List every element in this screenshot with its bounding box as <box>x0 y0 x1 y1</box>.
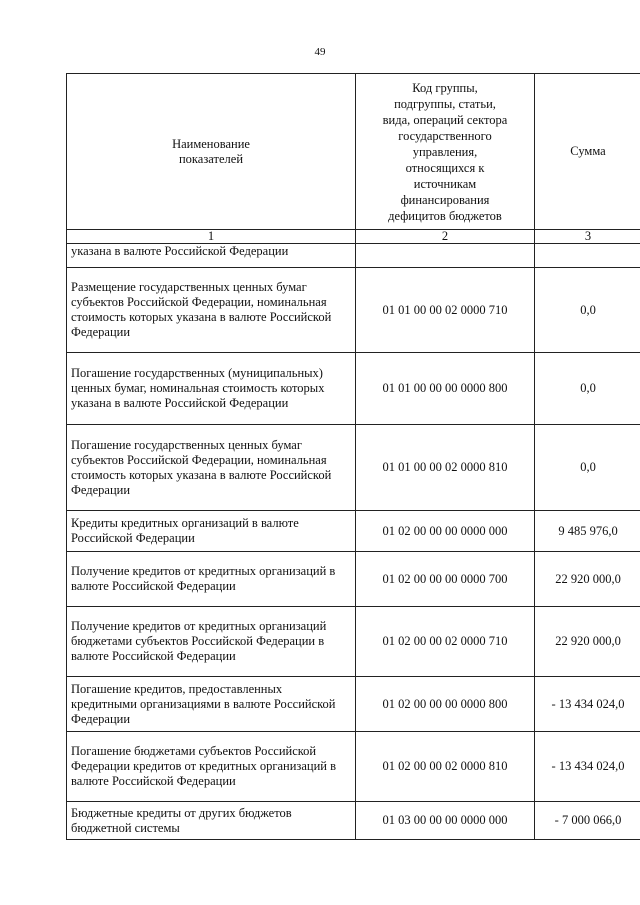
row-name: Получение кредитов от кредитных организаций бюджетами субъектов Российской Федерации в валюте Российской Федерации <box>67 607 356 677</box>
header-sum: Сумма <box>535 74 640 230</box>
row-name: Кредиты кредитных организаций в валюте Российской Федерации <box>67 511 356 552</box>
row-name: Размещение государственных ценных бумаг субъектов Российской Федерации, номинальная стоимость которых указана в валюте Российской Федерации <box>67 268 356 353</box>
table-row <box>67 552 640 607</box>
sources-of-financing-table <box>66 73 640 840</box>
header-code: Код группы, подгруппы, статьи, вида, операций сектора государственного управления, относящихся к источникам финансирования дефицитов бюджетов <box>356 74 535 230</box>
row-code: 01 01 00 00 00 0000 800 <box>356 353 535 425</box>
table-row <box>67 244 640 268</box>
row-code: 01 02 00 00 00 0000 800 <box>356 677 535 732</box>
row-code: 01 01 00 00 02 0000 810 <box>356 425 535 511</box>
row-sum: 0,0 <box>535 425 640 511</box>
table-row <box>67 732 640 802</box>
row-sum: 9 485 976,0 <box>535 511 640 552</box>
column-number-3: 3 <box>535 230 640 244</box>
table-row <box>67 607 640 677</box>
row-code: 01 02 00 00 00 0000 000 <box>356 511 535 552</box>
table-row <box>67 268 640 353</box>
row-code: 01 03 00 00 00 0000 000 <box>356 802 535 840</box>
row-sum: 0,0 <box>535 268 640 353</box>
row-sum: - 13 434 024,0 <box>535 677 640 732</box>
row-sum: 22 920 000,0 <box>535 552 640 607</box>
row-name: Погашение государственных (муниципальных) ценных бумаг, номинальная стоимость которых указана в валюте Российской Федерации <box>67 353 356 425</box>
row-name: Погашение кредитов, предоставленных кредитными организациями в валюте Российской Федерации <box>67 677 356 732</box>
table-row <box>67 353 640 425</box>
row-sum: - 13 434 024,0 <box>535 732 640 802</box>
table-header-row <box>67 74 640 230</box>
row-sum: 0,0 <box>535 353 640 425</box>
header-name: Наименование показателей <box>67 74 356 230</box>
row-code: 01 02 00 00 00 0000 700 <box>356 552 535 607</box>
table-row <box>67 511 640 552</box>
table-row <box>67 425 640 511</box>
row-name: Погашение государственных ценных бумаг субъектов Российской Федерации, номинальная стоимость которых указана в валюте Российской Федерации <box>67 425 356 511</box>
row-sum: - 7 000 066,0 <box>535 802 640 840</box>
row-sum: 22 920 000,0 <box>535 607 640 677</box>
row-code: 01 02 00 00 02 0000 810 <box>356 732 535 802</box>
row-name: указана в валюте Российской Федерации <box>67 244 356 268</box>
table-row <box>67 677 640 732</box>
column-number-2: 2 <box>356 230 535 244</box>
row-code: 01 01 00 00 02 0000 710 <box>356 268 535 353</box>
row-code: 01 02 00 00 02 0000 710 <box>356 607 535 677</box>
table-row <box>67 802 640 840</box>
row-name: Получение кредитов от кредитных организаций в валюте Российской Федерации <box>67 552 356 607</box>
row-sum <box>535 244 640 268</box>
row-name: Бюджетные кредиты от других бюджетов бюджетной системы <box>67 802 356 840</box>
column-number-row <box>67 230 640 244</box>
row-name: Погашение бюджетами субъектов Российской Федерации кредитов от кредитных организаций в валюте Российской Федерации <box>67 732 356 802</box>
page-number: 49 <box>314 46 326 58</box>
column-number-1: 1 <box>67 230 356 244</box>
row-code <box>356 244 535 268</box>
